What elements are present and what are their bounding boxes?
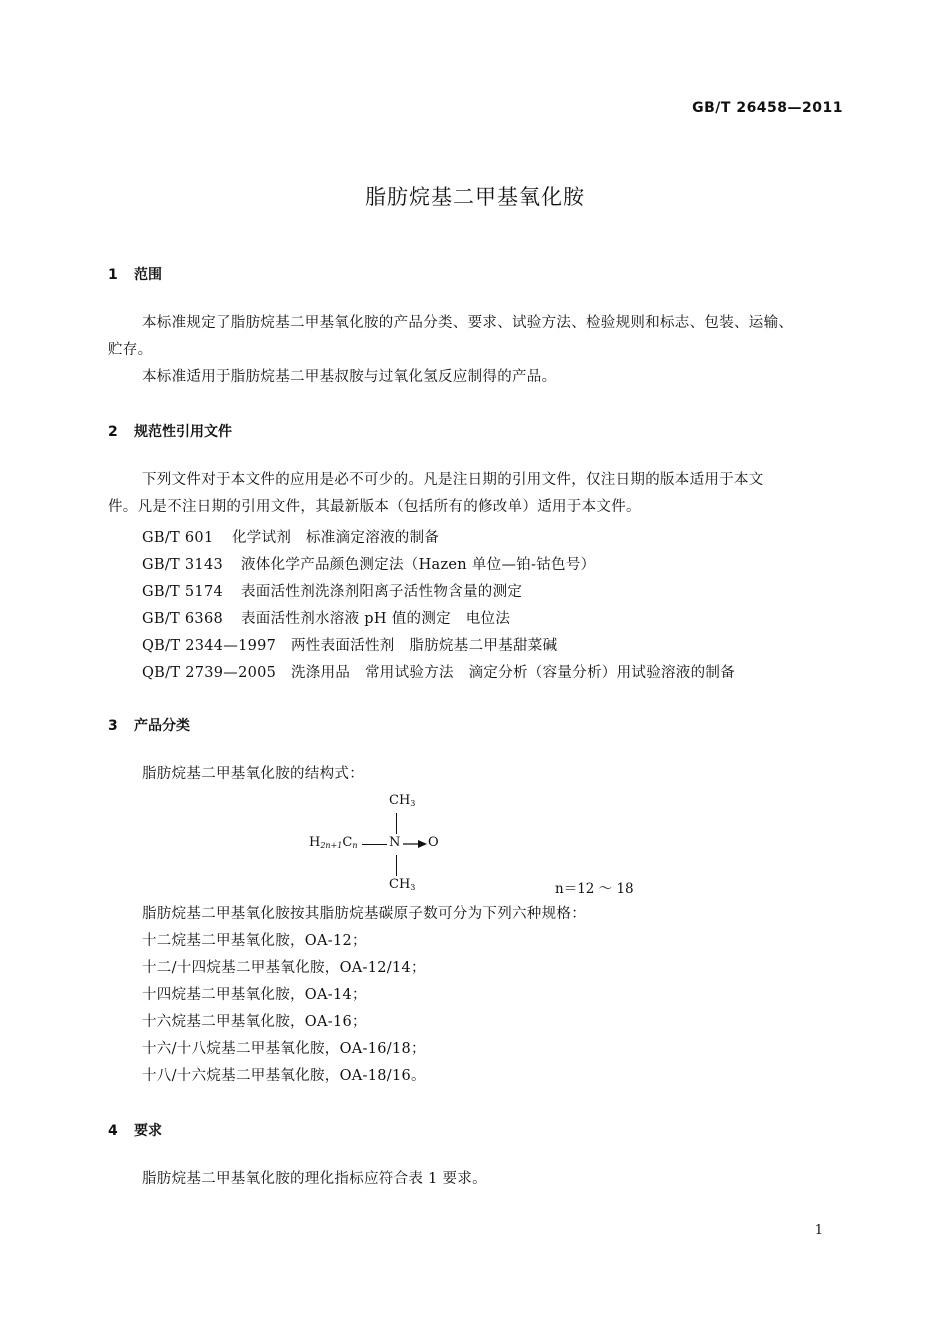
reference-code: GB/T 601	[142, 530, 214, 546]
formula-center-atom: N	[389, 835, 401, 850]
section-3-heading	[108, 715, 190, 735]
bond-line-left	[362, 844, 387, 845]
formula-top-group	[389, 793, 415, 808]
reference-title: 表面活性剂洗涤剂阳离子活性物含量的测定	[241, 584, 523, 600]
reference-code: GB/T 5174	[142, 584, 224, 600]
formula-subscript: 3	[410, 799, 416, 808]
paragraph: 脂肪烷基二甲基氧化胺按其脂肪烷基碳原子数可分为下列六种规格：	[142, 906, 586, 922]
reference-code: QB/T 2344—1997	[142, 638, 277, 654]
paragraph: 件。凡是不注日期的引用文件，其最新版本（包括所有的修改单）适用于本文件。	[108, 499, 641, 515]
formula-text: H	[309, 835, 321, 850]
section-number: 1	[108, 267, 118, 283]
section-number: 2	[108, 424, 118, 440]
reference-title: 液体化学产品颜色测定法（Hazen 单位—铂-钴色号）	[241, 557, 596, 573]
section-number: 4	[108, 1123, 118, 1139]
section-2-heading	[108, 421, 232, 441]
formula-subscript: n	[352, 841, 358, 850]
reference-item	[142, 580, 522, 601]
spec-item: 十二/十四烷基二甲基氧化胺，OA-12/14；	[142, 960, 426, 976]
reference-item	[142, 607, 510, 628]
formula-bottom-group	[389, 877, 415, 892]
spec-item: 十六/十八烷基二甲基氧化胺，OA-16/18；	[142, 1041, 426, 1057]
formula-text: CH	[389, 793, 411, 808]
paragraph: 下列文件对于本文件的应用是必不可少的。凡是注日期的引用文件，仅注日期的版本适用于本文	[142, 472, 764, 488]
reference-code: QB/T 2739—2005	[142, 665, 277, 681]
reference-item	[142, 634, 557, 655]
reference-item	[142, 661, 735, 682]
paragraph: 本标准适用于脂肪烷基二甲基叔胺与过氧化氢反应制得的产品。	[142, 369, 557, 385]
reference-title: 洗涤用品 常用试验方法 滴定分析（容量分析）用试验溶液的制备	[291, 665, 735, 681]
formula-text: C	[342, 835, 353, 850]
reference-title: 化学试剂 标准滴定溶液的制备	[232, 530, 440, 546]
formula-left-group	[309, 835, 358, 850]
spec-item: 十四烷基二甲基氧化胺，OA-14；	[142, 987, 367, 1003]
section-title: 产品分类	[134, 718, 190, 734]
section-number: 3	[108, 718, 118, 734]
section-title: 要求	[134, 1123, 162, 1139]
reference-title: 两性表面活性剂 脂肪烷基二甲基甜菜碱	[291, 638, 558, 654]
section-4-heading	[108, 1120, 162, 1140]
arrow-icon	[402, 838, 428, 850]
paragraph: 贮存。	[108, 342, 153, 358]
formula-text: CH	[389, 877, 411, 892]
paragraph: 本标准规定了脂肪烷基二甲基氧化胺的产品分类、要求、试验方法、检验规则和标志、包装、运输、	[142, 315, 794, 331]
reference-item	[142, 526, 439, 547]
spec-item: 十六烷基二甲基氧化胺，OA-16；	[142, 1014, 367, 1030]
paragraph: 脂肪烷基二甲基氧化胺的结构式：	[142, 766, 364, 782]
section-1-heading	[108, 264, 162, 284]
reference-title: 表面活性剂水溶液 pH 值的测定 电位法	[241, 611, 511, 627]
page-number: 1	[814, 1223, 823, 1238]
spec-item: 十八/十六烷基二甲基氧化胺，OA-18/16。	[142, 1068, 426, 1084]
reference-code: GB/T 3143	[142, 557, 224, 573]
section-title: 规范性引用文件	[134, 424, 232, 440]
paragraph: 脂肪烷基二甲基氧化胺的理化指标应符合表 1 要求。	[142, 1171, 487, 1187]
standard-code: GB/T 26458—2011	[692, 100, 843, 116]
formula-right-atom: O	[428, 835, 439, 850]
formula-subscript: 2n+1	[320, 841, 343, 850]
spec-item: 十二烷基二甲基氧化胺，OA-12；	[142, 933, 367, 949]
reference-item	[142, 553, 595, 574]
page-title: 脂肪烷基二甲基氧化胺	[365, 185, 585, 209]
formula-subscript: 3	[410, 883, 416, 892]
section-title: 范围	[134, 267, 162, 283]
reference-code: GB/T 6368	[142, 611, 224, 627]
formula-range: n＝12 ～ 18	[555, 881, 634, 897]
bond-line-top	[396, 813, 397, 834]
bond-line-bottom	[396, 855, 397, 876]
